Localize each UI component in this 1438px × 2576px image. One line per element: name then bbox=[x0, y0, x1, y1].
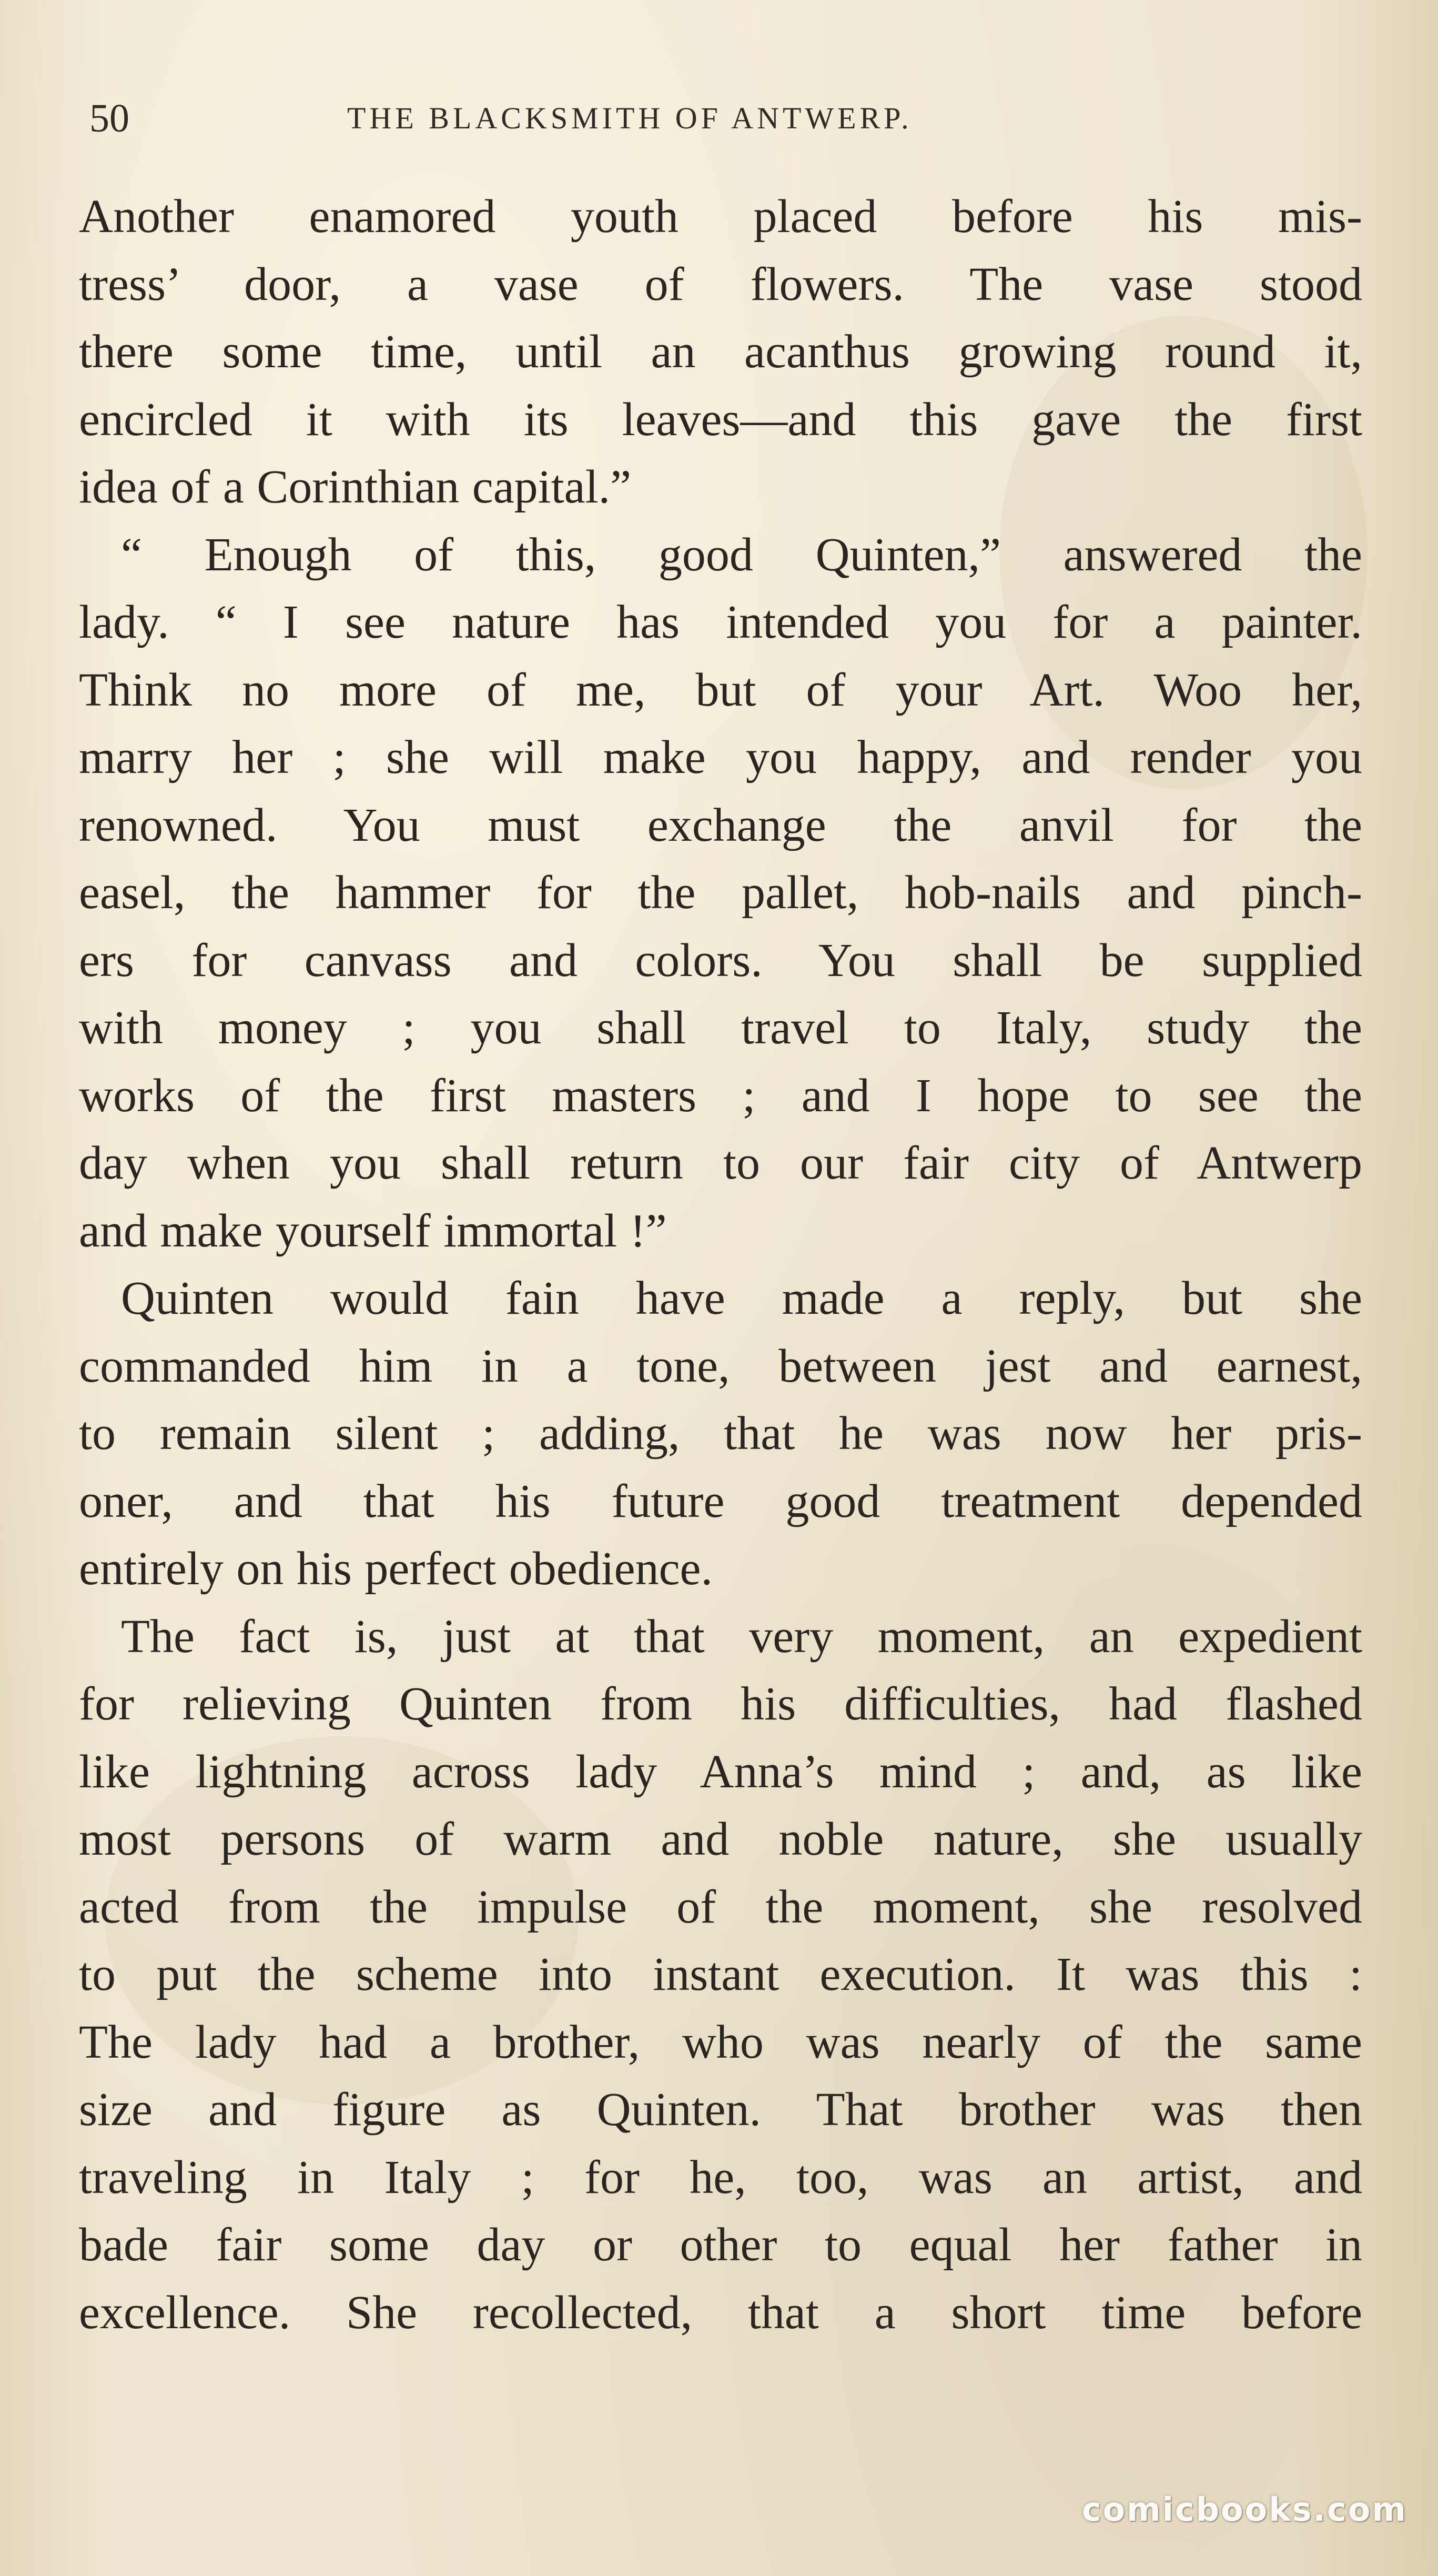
body-text bbox=[79, 183, 1362, 2347]
paragraph bbox=[79, 183, 1362, 521]
running-header bbox=[89, 87, 1362, 150]
text-line: excellence. She recollected, that a short time before bbox=[79, 2286, 1362, 2339]
text-line: The fact is, just at that very moment, an expedient bbox=[121, 1610, 1362, 1663]
text-line: most persons of warm and noble nature, she usually bbox=[79, 1813, 1362, 1865]
text-line: like lightning across lady Anna’s mind ; and, as like bbox=[79, 1745, 1362, 1798]
text-line: ers for canvass and colors. You shall be supplied bbox=[79, 934, 1362, 987]
text-line: for relieving Quinten from his difficulties, had flashed bbox=[79, 1678, 1362, 1730]
text-line: “ Enough of this, good Quinten,” answered the bbox=[121, 528, 1362, 581]
text-line: oner, and that his future good treatment depended bbox=[79, 1475, 1362, 1527]
text-line: Quinten would fain have made a reply, but she bbox=[121, 1272, 1362, 1324]
text-line: traveling in Italy ; for he, too, was an artist, and bbox=[79, 2151, 1362, 2203]
text-line: to put the scheme into instant execution. It was this : bbox=[79, 1948, 1362, 2000]
text-line: works of the first masters ; and I hope to see the bbox=[79, 1069, 1362, 1122]
text-line: to remain silent ; adding, that he was now her pris- bbox=[79, 1407, 1362, 1460]
watermark: comicbooks.com bbox=[1081, 2490, 1407, 2529]
text-line: The lady had a brother, who was nearly of the same bbox=[79, 2016, 1362, 2068]
text-line: there some time, until an acanthus growing round it, bbox=[79, 326, 1362, 378]
running-title: THE BLACKSMITH OF ANTWERP. bbox=[347, 101, 913, 135]
paragraph bbox=[79, 1603, 1362, 2347]
text-line: day when you shall return to our fair city of Antwerp bbox=[79, 1137, 1362, 1189]
text-line: entirely on his perfect obedience. bbox=[79, 1543, 713, 1595]
text-line: bade fair some day or other to equal her father in bbox=[79, 2219, 1362, 2271]
text-line: acted from the impulse of the moment, she resolved bbox=[79, 1880, 1362, 1933]
text-line: Think no more of me, but of your Art. Woo her, bbox=[79, 663, 1362, 716]
text-line: easel, the hammer for the pallet, hob-nails and pinch- bbox=[79, 867, 1362, 919]
page-number: 50 bbox=[89, 96, 129, 140]
text-line: commanded him in a tone, between jest and earnest, bbox=[79, 1340, 1362, 1392]
paragraph bbox=[79, 521, 1362, 1265]
text-line: encircled it with its leaves—and this gave the first bbox=[79, 393, 1362, 446]
text-line: idea of a Corinthian capital.” bbox=[79, 461, 632, 513]
text-line: lady. “ I see nature has intended you for a painter. bbox=[79, 596, 1362, 648]
text-line: and make yourself immortal !” bbox=[79, 1204, 667, 1257]
text-line: tress’ door, a vase of flowers. The vase stood bbox=[79, 258, 1362, 310]
text-line: Another enamored youth placed before his mis- bbox=[79, 190, 1362, 243]
text-line: marry her ; she will make you happy, and render you bbox=[79, 731, 1362, 783]
text-line: size and figure as Quinten. That brother was then bbox=[79, 2084, 1362, 2136]
text-line: with money ; you shall travel to Italy, study the bbox=[79, 1002, 1362, 1054]
text-line: renowned. You must exchange the anvil for the bbox=[79, 799, 1362, 851]
paragraph bbox=[79, 1265, 1362, 1603]
